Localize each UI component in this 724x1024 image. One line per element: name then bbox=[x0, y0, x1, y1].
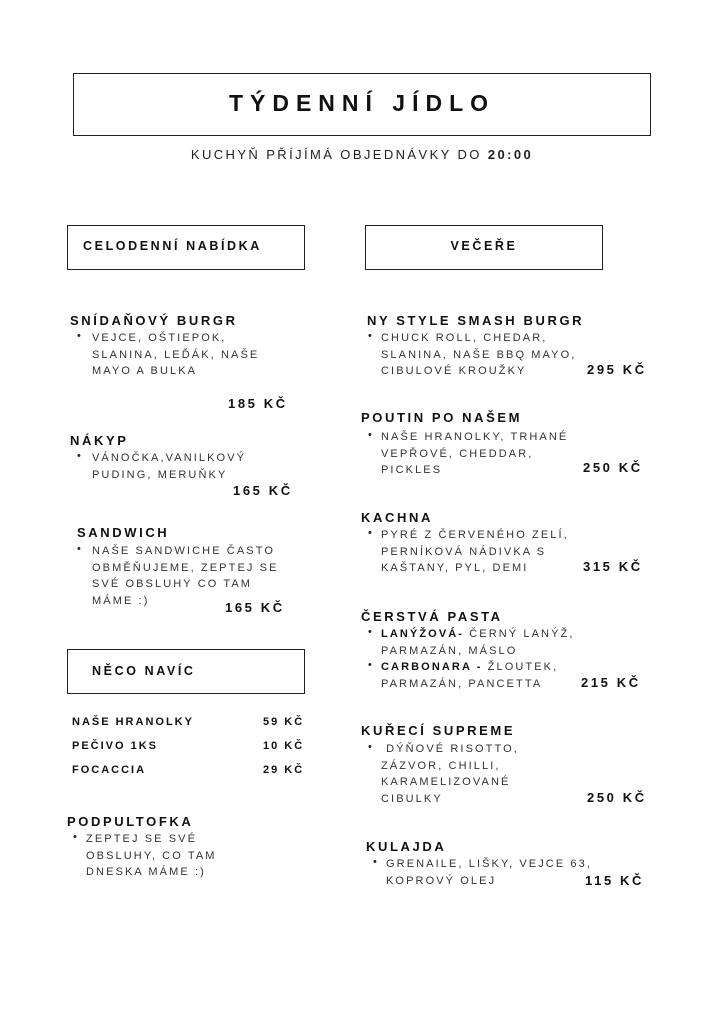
item-name: SANDWICH bbox=[77, 525, 170, 540]
desc-line: MAYO A BULKA bbox=[92, 365, 198, 377]
bullet-icon: • bbox=[77, 543, 81, 555]
item-name: KULAJDA bbox=[366, 839, 447, 854]
desc-line: SLANINA, LEĎÁK, NAŠE bbox=[92, 348, 260, 361]
extra-name: NAŠE HRANOLKY bbox=[72, 716, 194, 728]
item-price: 165 KČ bbox=[233, 483, 293, 498]
bullet-icon: • bbox=[368, 429, 372, 441]
variant-name: LANÝŽOVÁ- bbox=[381, 628, 465, 640]
variant-lanyzova bbox=[381, 626, 575, 643]
extra-price: 10 KČ bbox=[263, 740, 305, 752]
item-description bbox=[86, 831, 217, 881]
variant-name: CARBONARA - bbox=[381, 661, 483, 673]
desc-line: GRENAILE, LIŠKY, VEJCE 63, bbox=[386, 858, 593, 870]
desc-line: PARMAZÁN, PANCETTA bbox=[381, 677, 543, 690]
desc-line: NAŠE HRANOLKY, TRHANÉ bbox=[381, 431, 569, 443]
bullet-icon: • bbox=[77, 450, 81, 462]
extra-price: 59 KČ bbox=[263, 716, 305, 728]
item-name: PODPULTOFKA bbox=[67, 814, 194, 829]
item-price: 115 KČ bbox=[585, 873, 644, 888]
bullet-icon: • bbox=[368, 626, 372, 638]
desc-line: ZÁZVOR, CHILLI, bbox=[381, 759, 501, 772]
item-price: 295 KČ bbox=[587, 362, 647, 377]
item-description bbox=[381, 741, 519, 807]
kitchen-hours bbox=[0, 147, 724, 162]
item-price: 250 KČ bbox=[583, 460, 643, 475]
kitchen-hours-time: 20:00 bbox=[487, 147, 534, 162]
desc-line: ŽLOUTEK, bbox=[482, 661, 559, 673]
section-title-all-day: CELODENNÍ NABÍDKA bbox=[83, 239, 262, 253]
desc-line: KARAMELIZOVANÉ bbox=[381, 776, 511, 788]
desc-line: VEJCE, OŠTIEPOK, bbox=[92, 332, 227, 344]
item-price: 315 KČ bbox=[583, 559, 643, 574]
item-name: NY STYLE SMASH BURGR bbox=[367, 313, 585, 328]
bullet-icon: • bbox=[368, 741, 372, 753]
desc-line: OBSLUHY, CO TAM bbox=[86, 849, 217, 862]
desc-line: NAŠE SANDWICHE ČASTO bbox=[92, 545, 275, 557]
desc-line: ZEPTEJ SE SVÉ bbox=[86, 833, 198, 845]
desc-line: CHUCK ROLL, CHEDAR, bbox=[381, 332, 548, 344]
item-name: KACHNA bbox=[361, 510, 433, 525]
desc-line: CIBULOVÉ KROUŽKY bbox=[381, 365, 527, 377]
item-description bbox=[92, 330, 259, 380]
bullet-icon: • bbox=[368, 659, 372, 671]
item-description bbox=[381, 330, 576, 380]
desc-line: SVÉ OBSLUHY CO TAM bbox=[92, 578, 253, 590]
desc-line: PYRÉ Z ČERVENÉHO ZELÍ, bbox=[381, 529, 569, 541]
desc-line: DÝŇOVÉ RISOTTO, bbox=[381, 743, 519, 755]
extra-price: 29 KČ bbox=[263, 764, 305, 776]
item-description bbox=[381, 527, 569, 577]
desc-line: PUDING, MERUŇKY bbox=[92, 468, 228, 481]
item-name: ČERSTVÁ PASTA bbox=[361, 609, 503, 624]
desc-line: PARMAZÁN, MÁSLO bbox=[381, 644, 518, 657]
extra-name: FOCACCIA bbox=[72, 764, 147, 776]
desc-line: KOPROVÝ OLEJ bbox=[386, 874, 497, 887]
desc-line: CIBULKY bbox=[381, 792, 443, 805]
desc-line: MÁME :) bbox=[92, 594, 150, 607]
item-price: 165 KČ bbox=[225, 600, 285, 615]
item-name: POUTIN PO NAŠEM bbox=[361, 410, 523, 425]
item-name: SNÍDAŇOVÝ BURGR bbox=[70, 313, 238, 328]
desc-line: DNESKA MÁME :) bbox=[86, 866, 206, 878]
item-description bbox=[92, 450, 246, 483]
section-title-extras: NĚCO NAVÍC bbox=[92, 664, 196, 678]
item-description bbox=[386, 856, 592, 889]
section-title-dinner: VEČEŘE bbox=[450, 239, 518, 253]
desc-line: PICKLES bbox=[381, 464, 443, 476]
item-price: 215 KČ bbox=[581, 675, 641, 690]
desc-line: SLANINA, NAŠE BBQ MAYO, bbox=[381, 348, 577, 361]
bullet-icon: • bbox=[368, 527, 372, 539]
extra-name: PEČIVO 1KS bbox=[72, 740, 159, 752]
kitchen-hours-text: KUCHYŇ PŘÍJÍMÁ OBJEDNÁVKY DO bbox=[190, 147, 482, 162]
item-name: KUŘECÍ SUPREME bbox=[361, 723, 516, 738]
item-price: 250 KČ bbox=[587, 790, 647, 805]
desc-line: PERNÍKOVÁ NÁDIVKA S bbox=[381, 545, 547, 558]
desc-line: KAŠTANY, PYL, DEMI bbox=[381, 562, 529, 574]
desc-line: ČERNÝ LANÝŽ, bbox=[464, 628, 575, 640]
bullet-icon: • bbox=[77, 330, 81, 342]
page-title: TÝDENNÍ JÍDLO bbox=[228, 90, 496, 116]
bullet-icon: • bbox=[368, 330, 372, 342]
desc-line: VÁNOČKA,VANILKOVÝ bbox=[92, 452, 247, 464]
desc-line: OBMĚŇUJEME, ZEPTEJ SE bbox=[92, 561, 279, 574]
item-price: 185 KČ bbox=[228, 396, 288, 411]
bullet-icon: • bbox=[373, 856, 377, 868]
bullet-icon: • bbox=[73, 831, 77, 843]
item-name: NÁKYP bbox=[70, 433, 129, 448]
desc-line: VEPŘOVÉ, CHEDDAR, bbox=[381, 447, 534, 460]
item-description bbox=[381, 626, 575, 692]
item-description bbox=[381, 429, 568, 479]
variant-carbonara bbox=[381, 659, 575, 676]
